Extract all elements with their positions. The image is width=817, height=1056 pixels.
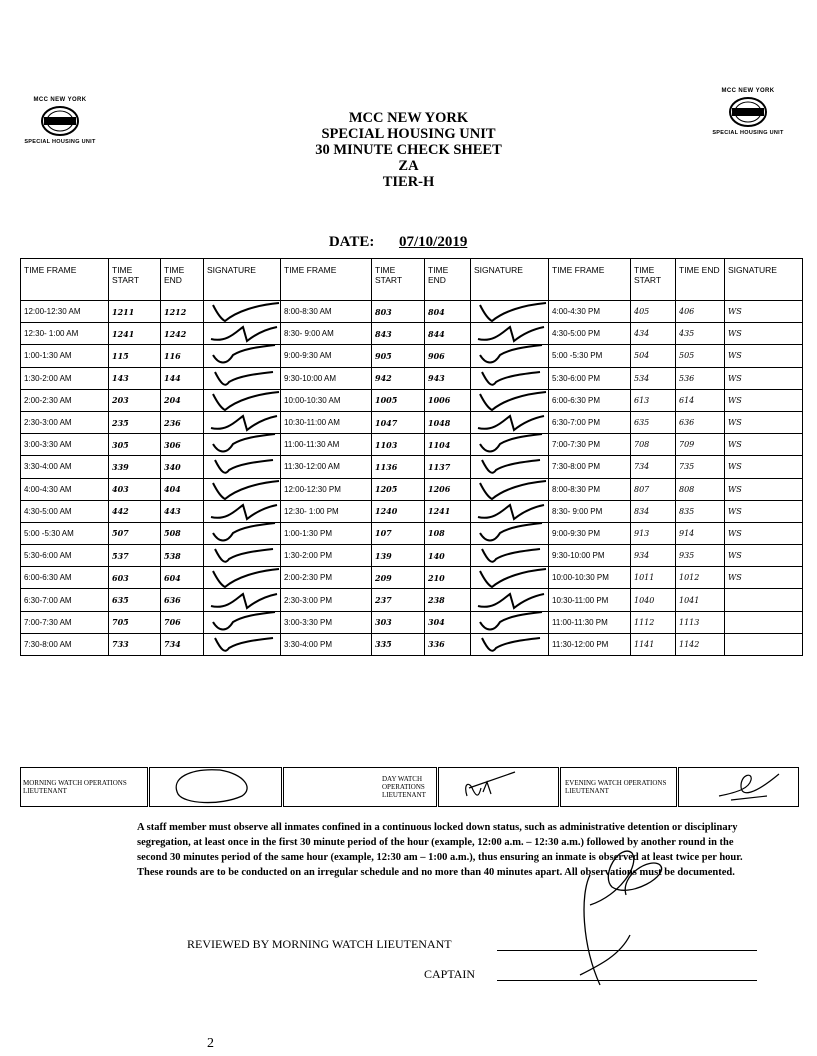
time-start-cell: 913: [631, 522, 676, 544]
table-row: [21, 478, 803, 500]
time-start-cell: 237: [372, 589, 425, 611]
column-header: SIGNATURE: [204, 259, 281, 301]
signature-scribble-icon: [207, 323, 281, 344]
time-frame-cell: 11:00-11:30 AM: [281, 434, 372, 456]
signature-cell: WS: [725, 500, 803, 522]
reviewed-by-label: REVIEWED BY MORNING WATCH LIEUTENANT: [187, 937, 452, 951]
time-start-cell: 1241: [109, 323, 161, 345]
signature-cell: [204, 545, 281, 567]
signature-cell: WS: [725, 456, 803, 478]
time-frame-cell: 4:00-4:30 PM: [549, 301, 631, 323]
time-end-cell: 236: [161, 411, 204, 433]
reviewer-signature-icon: [560, 835, 700, 990]
time-frame-cell: 7:00-7:30 AM: [21, 611, 109, 633]
date-line: [0, 234, 817, 251]
signature-scribble-icon: [207, 345, 281, 366]
date-value: 07/10/2019: [398, 234, 468, 250]
table-row: [21, 434, 803, 456]
time-start-cell: 403: [109, 478, 161, 500]
morning-lieutenant-signature: [149, 768, 283, 807]
time-end-cell: 735: [676, 456, 725, 478]
time-frame-cell: 9:00-9:30 AM: [281, 345, 372, 367]
time-frame-cell: 9:30-10:00 PM: [549, 545, 631, 567]
time-frame-cell: 9:00-9:30 PM: [549, 522, 631, 544]
time-frame-cell: 1:30-2:00 PM: [281, 545, 372, 567]
time-frame-cell: 6:30-7:00 AM: [21, 589, 109, 611]
signature-cell: [471, 611, 549, 633]
signature-scribble-icon: [474, 523, 549, 544]
time-end-cell: 1206: [425, 478, 471, 500]
time-frame-cell: 6:00-6:30 PM: [549, 389, 631, 411]
time-frame-cell: 8:30- 9:00 PM: [549, 500, 631, 522]
time-end-cell: 435: [676, 323, 725, 345]
time-start-cell: 143: [109, 367, 161, 389]
signature-cell: WS: [725, 301, 803, 323]
time-frame-cell: 11:30-12:00 PM: [549, 633, 631, 655]
time-frame-cell: 12:00-12:30 PM: [281, 478, 372, 500]
time-end-cell: 340: [161, 456, 204, 478]
signature-scribble-icon: [207, 390, 281, 411]
time-end-cell: 404: [161, 478, 204, 500]
column-header: TIME START: [631, 259, 676, 301]
signature-cell: [471, 478, 549, 500]
signature-scribble-icon: [474, 612, 549, 633]
signature-cell: WS: [725, 389, 803, 411]
column-header: TIME START: [109, 259, 161, 301]
time-start-cell: 537: [109, 545, 161, 567]
time-start-cell: 107: [372, 522, 425, 544]
signature-cell: [471, 500, 549, 522]
column-header: SIGNATURE: [471, 259, 549, 301]
time-end-cell: 204: [161, 389, 204, 411]
time-frame-cell: 2:30-3:00 PM: [281, 589, 372, 611]
logo-top-text: MCC NEW YORK: [33, 97, 87, 103]
time-start-cell: 613: [631, 389, 676, 411]
signature-cell: [471, 633, 549, 655]
time-start-cell: 1047: [372, 411, 425, 433]
signature-cell: [725, 611, 803, 633]
time-end-cell: 804: [425, 301, 471, 323]
time-frame-cell: 5:30-6:00 PM: [549, 367, 631, 389]
time-end-cell: 1012: [676, 567, 725, 589]
time-end-cell: 210: [425, 567, 471, 589]
time-frame-cell: 10:30-11:00 PM: [549, 589, 631, 611]
signature-scribble-icon: [474, 545, 549, 566]
time-end-cell: 1137: [425, 456, 471, 478]
time-end-cell: 636: [676, 411, 725, 433]
signature-cell: [204, 567, 281, 589]
time-start-cell: 734: [631, 456, 676, 478]
signature-scribble-icon: [474, 368, 549, 389]
time-start-cell: 405: [631, 301, 676, 323]
signature-cell: WS: [725, 367, 803, 389]
time-frame-cell: 6:00-6:30 AM: [21, 567, 109, 589]
time-frame-cell: 12:30- 1:00 PM: [281, 500, 372, 522]
table-row: [21, 389, 803, 411]
time-end-cell: 108: [425, 522, 471, 544]
table-row: [21, 345, 803, 367]
signature-scribble-icon: [207, 501, 281, 522]
time-end-cell: 505: [676, 345, 725, 367]
time-end-cell: 914: [676, 522, 725, 544]
signature-cell: [471, 567, 549, 589]
signature-cell: [204, 434, 281, 456]
time-frame-cell: 1:00-1:30 AM: [21, 345, 109, 367]
signature-cell: [204, 611, 281, 633]
time-start-cell: 1136: [372, 456, 425, 478]
time-start-cell: 1103: [372, 434, 425, 456]
time-frame-cell: 12:30- 1:00 AM: [21, 323, 109, 345]
time-start-cell: 203: [109, 389, 161, 411]
time-frame-cell: 7:00-7:30 PM: [549, 434, 631, 456]
table-row: [21, 323, 803, 345]
signature-cell: [471, 389, 549, 411]
title-line: 30 MINUTE CHECK SHEET: [315, 142, 502, 158]
signature-scribble-icon: [474, 590, 549, 611]
time-frame-cell: 7:30-8:00 AM: [21, 633, 109, 655]
signature-cell: WS: [725, 434, 803, 456]
table-row: [21, 367, 803, 389]
signature-cell: [471, 411, 549, 433]
time-start-cell: 303: [372, 611, 425, 633]
signature-cell: WS: [725, 345, 803, 367]
time-start-cell: 1112: [631, 611, 676, 633]
signature-cell: [204, 589, 281, 611]
time-end-cell: 238: [425, 589, 471, 611]
signature-cell: [204, 500, 281, 522]
signature-scribble-icon: [474, 323, 549, 344]
table-row: [21, 611, 803, 633]
time-frame-cell: 5:00 -5:30 AM: [21, 522, 109, 544]
evening-lieutenant-signature: [678, 768, 799, 807]
time-frame-cell: 3:30-4:00 AM: [21, 456, 109, 478]
column-header: TIME END: [425, 259, 471, 301]
signature-scribble-icon: [207, 612, 281, 633]
time-frame-cell: 7:30-8:00 PM: [549, 456, 631, 478]
time-end-cell: 844: [425, 323, 471, 345]
time-end-cell: 835: [676, 500, 725, 522]
day-lieutenant-label: DAY WATCH OPERATIONS LIEUTENANT: [283, 768, 438, 807]
time-end-cell: 1048: [425, 411, 471, 433]
signature-scribble-icon: [207, 590, 281, 611]
time-start-cell: 139: [372, 545, 425, 567]
time-frame-cell: 4:30-5:00 PM: [549, 323, 631, 345]
signature-scribble-icon: [207, 545, 281, 566]
signature-scribble-icon: [474, 456, 549, 477]
time-start-cell: 705: [109, 611, 161, 633]
time-frame-cell: 4:30-5:00 AM: [21, 500, 109, 522]
time-start-cell: 803: [372, 301, 425, 323]
time-end-cell: 943: [425, 367, 471, 389]
signature-cell: [204, 389, 281, 411]
time-frame-cell: 8:00-8:30 AM: [281, 301, 372, 323]
signature-scribble-icon: [207, 479, 281, 500]
signature-cell: [204, 411, 281, 433]
signature-cell: [471, 589, 549, 611]
signature-scribble-icon: [207, 523, 281, 544]
signature-scribble-icon: [207, 567, 281, 588]
signature-cell: [204, 522, 281, 544]
time-frame-cell: 8:00-8:30 PM: [549, 478, 631, 500]
column-header: TIME FRAME: [21, 259, 109, 301]
signature-cell: [471, 434, 549, 456]
captain-label: CAPTAIN: [424, 967, 476, 981]
signature-cell: [725, 589, 803, 611]
title-line: SPECIAL HOUSING UNIT: [321, 126, 496, 142]
check-table: [20, 258, 803, 656]
time-frame-cell: 10:00-10:30 AM: [281, 389, 372, 411]
time-start-cell: 843: [372, 323, 425, 345]
time-end-cell: 734: [161, 633, 204, 655]
sheet-title: [0, 110, 817, 190]
time-end-cell: 116: [161, 345, 204, 367]
signature-cell: [204, 478, 281, 500]
time-start-cell: 1005: [372, 389, 425, 411]
lieutenant-signature-strip: [20, 767, 799, 807]
time-end-cell: 1104: [425, 434, 471, 456]
time-frame-cell: 5:00 -5:30 PM: [549, 345, 631, 367]
signature-cell: [471, 522, 549, 544]
time-start-cell: 507: [109, 522, 161, 544]
time-end-cell: 443: [161, 500, 204, 522]
time-end-cell: 706: [161, 611, 204, 633]
signature-scribble-icon: [207, 456, 281, 477]
time-start-cell: 635: [109, 589, 161, 611]
logo-bottom-text: SPECIAL HOUSING UNIT: [712, 130, 784, 136]
signature-scribble-icon: [474, 345, 549, 366]
title-line: TIER-H: [382, 174, 435, 190]
signature-scribble-icon: [207, 368, 281, 389]
time-end-cell: 144: [161, 367, 204, 389]
day-lieutenant-signature: [438, 768, 560, 807]
signature-scribble-icon: [207, 434, 281, 455]
time-start-cell: 504: [631, 345, 676, 367]
signature-scribble-icon: [207, 301, 281, 322]
time-start-cell: 434: [631, 323, 676, 345]
signature-cell: [471, 301, 549, 323]
time-frame-cell: 4:00-4:30 AM: [21, 478, 109, 500]
signature-icon: [439, 768, 557, 804]
time-end-cell: 1241: [425, 500, 471, 522]
signature-cell: WS: [725, 522, 803, 544]
time-frame-cell: 1:00-1:30 PM: [281, 522, 372, 544]
time-end-cell: 1113: [676, 611, 725, 633]
signature-cell: WS: [725, 545, 803, 567]
time-frame-cell: 2:00-2:30 AM: [21, 389, 109, 411]
column-header: TIME FRAME: [549, 259, 631, 301]
time-end-cell: 1006: [425, 389, 471, 411]
time-start-cell: 603: [109, 567, 161, 589]
time-end-cell: 604: [161, 567, 204, 589]
signature-cell: [471, 545, 549, 567]
time-frame-cell: 11:00-11:30 PM: [549, 611, 631, 633]
signature-cell: [471, 323, 549, 345]
page-mark: 2: [207, 1036, 214, 1051]
column-header: TIME END: [161, 259, 204, 301]
time-start-cell: 1040: [631, 589, 676, 611]
table-row: [21, 456, 803, 478]
time-end-cell: 508: [161, 522, 204, 544]
time-start-cell: 1141: [631, 633, 676, 655]
time-frame-cell: 9:30-10:00 AM: [281, 367, 372, 389]
signature-cell: WS: [725, 478, 803, 500]
time-end-cell: 306: [161, 434, 204, 456]
table-row: [21, 567, 803, 589]
signature-icon: [679, 768, 797, 804]
signature-scribble-icon: [474, 412, 549, 433]
time-end-cell: 336: [425, 633, 471, 655]
time-start-cell: 934: [631, 545, 676, 567]
column-header: TIME END: [676, 259, 725, 301]
time-start-cell: 305: [109, 434, 161, 456]
time-start-cell: 1205: [372, 478, 425, 500]
time-end-cell: 1142: [676, 633, 725, 655]
time-end-cell: 1212: [161, 301, 204, 323]
table-row: [21, 633, 803, 655]
signature-scribble-icon: [474, 634, 549, 655]
signature-scribble-icon: [474, 567, 549, 588]
column-header: SIGNATURE: [725, 259, 803, 301]
time-start-cell: 807: [631, 478, 676, 500]
signature-cell: [204, 301, 281, 323]
time-start-cell: 733: [109, 633, 161, 655]
time-start-cell: 905: [372, 345, 425, 367]
time-end-cell: 538: [161, 545, 204, 567]
time-frame-cell: 1:30-2:00 AM: [21, 367, 109, 389]
time-start-cell: 942: [372, 367, 425, 389]
signature-cell: WS: [725, 567, 803, 589]
table-row: [21, 500, 803, 522]
table-row: [21, 301, 803, 323]
signature-cell: [471, 456, 549, 478]
signature-cell: [204, 456, 281, 478]
time-end-cell: 935: [676, 545, 725, 567]
time-start-cell: 635: [631, 411, 676, 433]
title-line: MCC NEW YORK: [348, 110, 469, 126]
column-header: TIME START: [372, 259, 425, 301]
logo-bottom-text: SPECIAL HOUSING UNIT: [24, 139, 96, 145]
time-frame-cell: 12:00-12:30 AM: [21, 301, 109, 323]
time-start-cell: 209: [372, 567, 425, 589]
table-row: [21, 589, 803, 611]
time-frame-cell: 5:30-6:00 AM: [21, 545, 109, 567]
time-frame-cell: 8:30- 9:00 AM: [281, 323, 372, 345]
time-frame-cell: 3:00-3:30 PM: [281, 611, 372, 633]
signature-cell: [204, 367, 281, 389]
time-end-cell: 536: [676, 367, 725, 389]
time-start-cell: 442: [109, 500, 161, 522]
title-line: ZA: [398, 158, 419, 174]
time-start-cell: 708: [631, 434, 676, 456]
logo-top-text: MCC NEW YORK: [721, 88, 775, 94]
signature-scribble-icon: [207, 634, 281, 655]
signature-cell: WS: [725, 411, 803, 433]
time-start-cell: 1011: [631, 567, 676, 589]
time-start-cell: 1211: [109, 301, 161, 323]
table-row: [21, 411, 803, 433]
signature-cell: [204, 633, 281, 655]
table-row: [21, 522, 803, 544]
time-frame-cell: 3:30-4:00 PM: [281, 633, 372, 655]
table-header-row: [21, 259, 803, 301]
table-row: [21, 545, 803, 567]
time-end-cell: 709: [676, 434, 725, 456]
time-end-cell: 808: [676, 478, 725, 500]
observation-policy-notice: A staff member must observe all inmates confined in a continuous locked down status, such as administrative detention or disciplinary segregation, at least once in the first 30 minute period of the hour (example, 12:00 a.m. – 12:30 a.m.) followed by another round in the second 30 minutes period of the same hour (example, 12:30 am – 1:00 a.m.), thus ensuring an inmate is observed at least twice per hour. These rounds are to be conducted on an irregular schedule and no more than 40 minutes apart. All observations must be documented.: [137, 822, 743, 878]
signature-scribble-icon: [474, 390, 549, 411]
time-frame-cell: 6:30-7:00 PM: [549, 411, 631, 433]
time-frame-cell: 10:00-10:30 PM: [549, 567, 631, 589]
signature-cell: [725, 633, 803, 655]
time-frame-cell: 2:30-3:00 AM: [21, 411, 109, 433]
signature-cell: [471, 345, 549, 367]
time-end-cell: 636: [161, 589, 204, 611]
time-start-cell: 235: [109, 411, 161, 433]
morning-lieutenant-label: MORNING WATCH OPERATIONS LIEUTENANT: [21, 768, 149, 807]
time-start-cell: 534: [631, 367, 676, 389]
time-frame-cell: 10:30-11:00 AM: [281, 411, 372, 433]
signature-scribble-icon: [474, 501, 549, 522]
time-start-cell: 335: [372, 633, 425, 655]
signature-scribble-icon: [474, 301, 549, 322]
time-frame-cell: 11:30-12:00 AM: [281, 456, 372, 478]
signature-scribble-icon: [474, 434, 549, 455]
evening-lieutenant-label: EVENING WATCH OPERATIONS LIEUTENANT: [560, 768, 678, 807]
signature-cell: [204, 345, 281, 367]
column-header: TIME FRAME: [281, 259, 372, 301]
time-end-cell: 1041: [676, 589, 725, 611]
time-end-cell: 906: [425, 345, 471, 367]
signature-scribble-icon: [474, 479, 549, 500]
signature-cell: WS: [725, 323, 803, 345]
time-start-cell: 834: [631, 500, 676, 522]
signature-icon: [150, 768, 280, 804]
signature-cell: [471, 367, 549, 389]
signature-cell: [204, 323, 281, 345]
signature-scribble-icon: [207, 412, 281, 433]
time-end-cell: 406: [676, 301, 725, 323]
time-start-cell: 339: [109, 456, 161, 478]
time-end-cell: 1242: [161, 323, 204, 345]
time-end-cell: 140: [425, 545, 471, 567]
date-label: DATE:: [328, 234, 375, 250]
time-end-cell: 304: [425, 611, 471, 633]
time-start-cell: 115: [109, 345, 161, 367]
time-frame-cell: 3:00-3:30 AM: [21, 434, 109, 456]
time-end-cell: 614: [676, 389, 725, 411]
time-frame-cell: 2:00-2:30 PM: [281, 567, 372, 589]
time-start-cell: 1240: [372, 500, 425, 522]
